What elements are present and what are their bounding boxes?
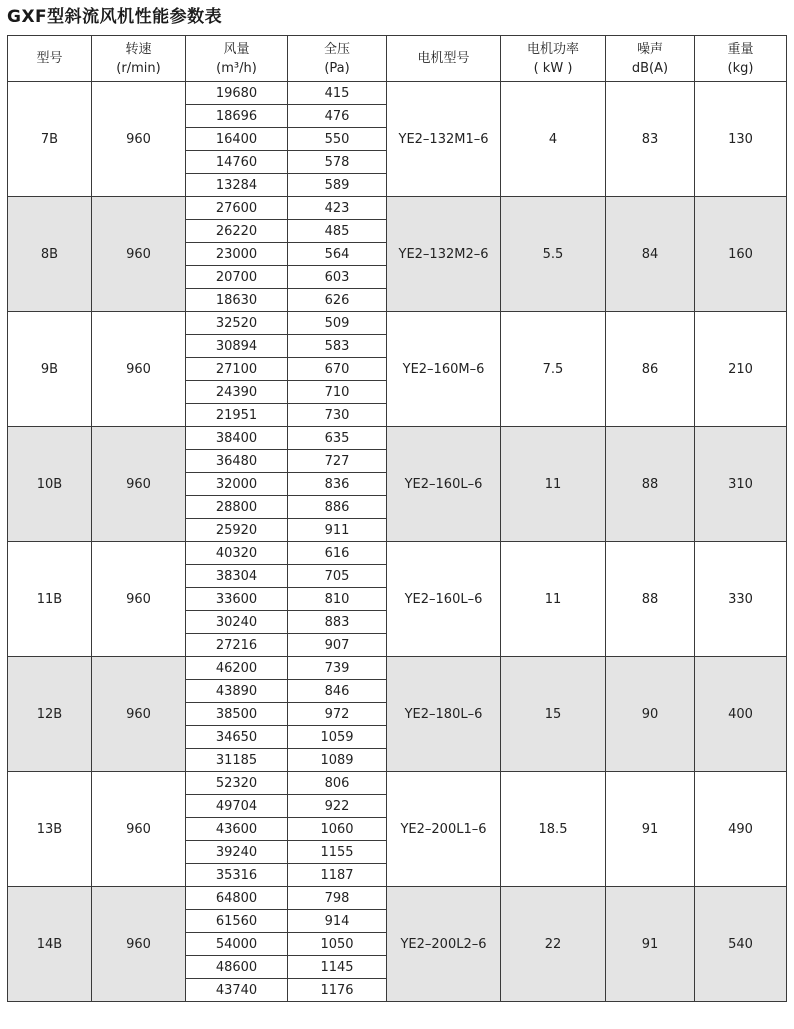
noise-cell: 88	[606, 427, 695, 542]
motor-cell: YE2–200L1–6	[387, 772, 501, 887]
motor-cell: YE2–180L–6	[387, 657, 501, 772]
power-cell: 18.5	[501, 772, 606, 887]
flow-cell: 33600	[186, 588, 288, 611]
motor-cell: YE2–200L2–6	[387, 887, 501, 1002]
flow-cell: 27100	[186, 358, 288, 381]
flow-cell: 34650	[186, 726, 288, 749]
weight-cell: 400	[695, 657, 787, 772]
table-row	[8, 312, 787, 335]
pressure-cell: 705	[288, 565, 387, 588]
speed-cell: 960	[92, 542, 186, 657]
flow-cell: 13284	[186, 174, 288, 197]
pressure-cell: 423	[288, 197, 387, 220]
flow-cell: 38304	[186, 565, 288, 588]
pressure-cell: 727	[288, 450, 387, 473]
flow-cell: 40320	[186, 542, 288, 565]
flow-cell: 54000	[186, 933, 288, 956]
motor-cell: YE2–132M2–6	[387, 197, 501, 312]
pressure-cell: 846	[288, 680, 387, 703]
spec-table	[7, 35, 787, 1002]
model-cell: 11B	[8, 542, 92, 657]
speed-cell: 960	[92, 657, 186, 772]
power-cell: 5.5	[501, 197, 606, 312]
pressure-cell: 810	[288, 588, 387, 611]
noise-cell: 83	[606, 82, 695, 197]
flow-cell: 24390	[186, 381, 288, 404]
motor-cell: YE2–132M1–6	[387, 82, 501, 197]
pressure-cell: 739	[288, 657, 387, 680]
pressure-cell: 907	[288, 634, 387, 657]
pressure-cell: 1050	[288, 933, 387, 956]
pressure-cell: 1060	[288, 818, 387, 841]
pressure-cell: 626	[288, 289, 387, 312]
model-cell: 7B	[8, 82, 92, 197]
page-title: GXF型斜流风机性能参数表	[7, 7, 223, 27]
pressure-cell: 635	[288, 427, 387, 450]
table-row	[8, 542, 787, 565]
flow-cell: 32520	[186, 312, 288, 335]
table-body	[8, 82, 787, 1002]
flow-cell: 28800	[186, 496, 288, 519]
pressure-cell: 886	[288, 496, 387, 519]
noise-cell: 88	[606, 542, 695, 657]
table-row	[8, 427, 787, 450]
model-cell: 8B	[8, 197, 92, 312]
pressure-cell: 415	[288, 82, 387, 105]
flow-cell: 36480	[186, 450, 288, 473]
noise-cell: 90	[606, 657, 695, 772]
model-cell: 14B	[8, 887, 92, 1002]
flow-cell: 27600	[186, 197, 288, 220]
flow-cell: 64800	[186, 887, 288, 910]
motor-cell: YE2–160L–6	[387, 542, 501, 657]
flow-cell: 21951	[186, 404, 288, 427]
pressure-cell: 583	[288, 335, 387, 358]
header-noise: 噪声 dB(A)	[606, 36, 695, 82]
flow-cell: 38500	[186, 703, 288, 726]
flow-cell: 16400	[186, 128, 288, 151]
table-row	[8, 82, 787, 105]
flow-cell: 27216	[186, 634, 288, 657]
weight-cell: 490	[695, 772, 787, 887]
pressure-cell: 1145	[288, 956, 387, 979]
motor-cell: YE2–160L–6	[387, 427, 501, 542]
flow-cell: 39240	[186, 841, 288, 864]
weight-cell: 210	[695, 312, 787, 427]
model-cell: 13B	[8, 772, 92, 887]
flow-cell: 49704	[186, 795, 288, 818]
flow-cell: 30240	[186, 611, 288, 634]
pressure-cell: 550	[288, 128, 387, 151]
pressure-cell: 564	[288, 243, 387, 266]
speed-cell: 960	[92, 312, 186, 427]
pressure-cell: 1187	[288, 864, 387, 887]
speed-cell: 960	[92, 772, 186, 887]
flow-cell: 18696	[186, 105, 288, 128]
pressure-cell: 485	[288, 220, 387, 243]
pressure-cell: 603	[288, 266, 387, 289]
flow-cell: 52320	[186, 772, 288, 795]
pressure-cell: 476	[288, 105, 387, 128]
pressure-cell: 1155	[288, 841, 387, 864]
weight-cell: 130	[695, 82, 787, 197]
noise-cell: 91	[606, 772, 695, 887]
table-row	[8, 772, 787, 795]
flow-cell: 32000	[186, 473, 288, 496]
model-cell: 12B	[8, 657, 92, 772]
speed-cell: 960	[92, 887, 186, 1002]
motor-cell: YE2–160M–6	[387, 312, 501, 427]
flow-cell: 48600	[186, 956, 288, 979]
power-cell: 22	[501, 887, 606, 1002]
table-row	[8, 197, 787, 220]
pressure-cell: 922	[288, 795, 387, 818]
flow-cell: 46200	[186, 657, 288, 680]
pressure-cell: 1176	[288, 979, 387, 1002]
table-row	[8, 887, 787, 910]
flow-cell: 31185	[186, 749, 288, 772]
flow-cell: 19680	[186, 82, 288, 105]
noise-cell: 86	[606, 312, 695, 427]
flow-cell: 20700	[186, 266, 288, 289]
pressure-cell: 1089	[288, 749, 387, 772]
pressure-cell: 836	[288, 473, 387, 496]
flow-cell: 43740	[186, 979, 288, 1002]
flow-cell: 43600	[186, 818, 288, 841]
power-cell: 15	[501, 657, 606, 772]
pressure-cell: 589	[288, 174, 387, 197]
flow-cell: 30894	[186, 335, 288, 358]
pressure-cell: 670	[288, 358, 387, 381]
weight-cell: 330	[695, 542, 787, 657]
power-cell: 4	[501, 82, 606, 197]
header-pressure: 全压 (Pa)	[288, 36, 387, 82]
header-weight: 重量 (kg)	[695, 36, 787, 82]
pressure-cell: 798	[288, 887, 387, 910]
power-cell: 7.5	[501, 312, 606, 427]
power-cell: 11	[501, 542, 606, 657]
table-row	[8, 657, 787, 680]
flow-cell: 14760	[186, 151, 288, 174]
model-cell: 9B	[8, 312, 92, 427]
speed-cell: 960	[92, 427, 186, 542]
noise-cell: 91	[606, 887, 695, 1002]
flow-cell: 26220	[186, 220, 288, 243]
noise-cell: 84	[606, 197, 695, 312]
flow-cell: 43890	[186, 680, 288, 703]
pressure-cell: 578	[288, 151, 387, 174]
pressure-cell: 1059	[288, 726, 387, 749]
pressure-cell: 883	[288, 611, 387, 634]
pressure-cell: 972	[288, 703, 387, 726]
flow-cell: 38400	[186, 427, 288, 450]
pressure-cell: 806	[288, 772, 387, 795]
speed-cell: 960	[92, 197, 186, 312]
header-model: 型号	[8, 36, 92, 82]
model-cell: 10B	[8, 427, 92, 542]
pressure-cell: 509	[288, 312, 387, 335]
pressure-cell: 710	[288, 381, 387, 404]
pressure-cell: 911	[288, 519, 387, 542]
pressure-cell: 730	[288, 404, 387, 427]
pressure-cell: 616	[288, 542, 387, 565]
header-row	[8, 36, 787, 82]
header-speed: 转速 (r/min)	[92, 36, 186, 82]
flow-cell: 61560	[186, 910, 288, 933]
header-power: 电机功率 ( kW )	[501, 36, 606, 82]
pressure-cell: 914	[288, 910, 387, 933]
header-flow: 风量 (m³/h)	[186, 36, 288, 82]
header-motor: 电机型号	[387, 36, 501, 82]
weight-cell: 310	[695, 427, 787, 542]
weight-cell: 540	[695, 887, 787, 1002]
power-cell: 11	[501, 427, 606, 542]
speed-cell: 960	[92, 82, 186, 197]
flow-cell: 25920	[186, 519, 288, 542]
weight-cell: 160	[695, 197, 787, 312]
flow-cell: 35316	[186, 864, 288, 887]
flow-cell: 18630	[186, 289, 288, 312]
flow-cell: 23000	[186, 243, 288, 266]
